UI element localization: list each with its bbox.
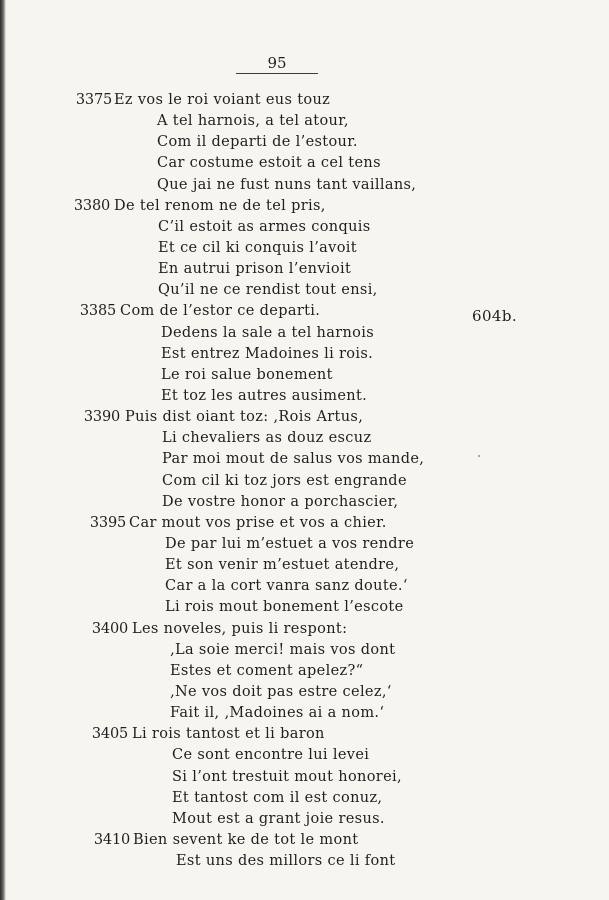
verse-line — [0, 365, 560, 386]
verse-text: Car costume estoit a cel tens — [157, 155, 381, 172]
verse-line — [0, 809, 560, 830]
verse-line — [0, 153, 560, 174]
verse-text: De vostre honor a porchascier, — [162, 493, 399, 510]
verse-text: Com il departi de l’estour. — [157, 134, 358, 151]
verse-line — [0, 175, 560, 196]
verse-text: Est entrez Madoines li rois. — [161, 345, 374, 362]
verse-text: Li rois mout bonement l’escote — [165, 599, 404, 616]
verse-text: ‚Ne vos doit pas estre celez,‘ — [170, 683, 392, 700]
verse-line — [0, 703, 560, 724]
verse-text: Car mout vos prise et vos a chier. — [129, 514, 387, 531]
verse-line — [0, 788, 560, 809]
verse-line — [0, 111, 560, 132]
verse-text: Que jai ne fust nuns tant vaillans, — [157, 176, 417, 193]
verse-text: Ez vos le roi voiant eus touz — [114, 92, 331, 108]
verse-text: Qu’il ne ce rendist tout ensi, — [158, 282, 378, 299]
verse-line — [0, 471, 560, 492]
verse-text: C’il estoit as armes conquis — [158, 218, 371, 235]
verse-text: Le roi salue bonement — [161, 366, 333, 383]
verse-line — [0, 682, 560, 703]
verse-text: Li rois tantost et li baron — [132, 726, 325, 743]
line-number: 3380 — [73, 197, 110, 214]
verse-text: Fait il, ‚Madoines ai a nom.‘ — [170, 705, 385, 722]
verse-line — [0, 428, 560, 449]
verse-line — [0, 851, 560, 872]
verse-line — [0, 619, 560, 640]
line-number: 3395 — [89, 514, 126, 531]
verse-line — [0, 238, 560, 259]
verse-text: Si l’ont trestuit mout honorei, — [172, 768, 402, 785]
verse-line — [0, 217, 560, 238]
verse-text: Les noveles, puis li respont: — [132, 620, 348, 637]
line-number: 3405 — [91, 726, 128, 743]
verse-line — [0, 386, 560, 407]
verse-line — [0, 555, 560, 576]
verse-text: Dedens la sale a tel harnois — [161, 324, 375, 341]
verse-line — [0, 576, 560, 597]
verse-line — [0, 745, 560, 766]
verse-line — [0, 132, 560, 153]
margin-folio-note: 604b. — [472, 307, 518, 325]
verse-text: ‚La soie merci! mais vos dont — [170, 641, 396, 658]
verse-line — [0, 724, 560, 745]
verse-line — [0, 492, 560, 513]
verse-text: En autrui prison l’envioit — [158, 261, 352, 278]
verse-text: Com cil ki toz jors est engrande — [162, 472, 407, 489]
verse-line — [0, 323, 560, 344]
verse-text: De tel renom ne de tel pris, — [114, 197, 326, 214]
verse-text: A tel harnois, a tel atour, — [157, 113, 349, 130]
verse-text: Car a la cort vanra sanz doute.‘ — [165, 578, 408, 595]
verse-line — [0, 344, 560, 365]
verse-text: Puis dist oiant toz: ‚Rois Artus, — [125, 409, 364, 426]
verse-line — [0, 90, 560, 111]
verse-text: Et toz les autres ausiment. — [161, 387, 368, 404]
verse-text: Bien sevent ke de tot le mont — [133, 831, 359, 848]
line-number: 3400 — [91, 620, 128, 637]
verse-line — [0, 280, 560, 301]
verse-text: Et son venir m’estuet atendre, — [165, 557, 400, 574]
verse-line — [0, 534, 560, 555]
verse-line — [0, 513, 560, 534]
verse-line — [0, 661, 560, 682]
verse-line — [0, 830, 560, 851]
verse-text: De par lui m’estuet a vos rendre — [165, 535, 415, 552]
paper-speck — [478, 455, 480, 457]
verse-text: Ce sont encontre lui levei — [172, 747, 370, 764]
verse-text: Estes et coment apelez?“ — [170, 662, 364, 679]
verse-line — [0, 407, 560, 428]
verse-text: Et ce cil ki conquis l’avoit — [158, 239, 357, 256]
verse-line — [0, 597, 560, 618]
header-rule — [236, 73, 318, 74]
verse-text: Com de l’estor ce departi. — [120, 303, 321, 320]
verse-text: Mout est a grant joie resus. — [172, 810, 385, 827]
line-number: 3410 — [93, 831, 130, 848]
line-number: 3385 — [79, 303, 116, 320]
verse-text: Par moi mout de salus vos mande, — [162, 451, 425, 468]
verse-line — [0, 640, 560, 661]
verse-line — [0, 449, 560, 470]
page-number: 95 — [267, 54, 287, 72]
verse-line — [0, 196, 560, 217]
verse-text: Li chevaliers as douz escuz — [162, 430, 372, 447]
verse-line — [0, 767, 560, 788]
poem-lines — [0, 90, 560, 872]
line-number: 3375 — [75, 92, 112, 108]
verse-text: Et tantost com il est conuz, — [172, 789, 383, 806]
verse-line — [0, 259, 560, 280]
line-number: 3390 — [83, 409, 120, 426]
verse-text: Est uns des millors ce li font — [176, 853, 396, 870]
